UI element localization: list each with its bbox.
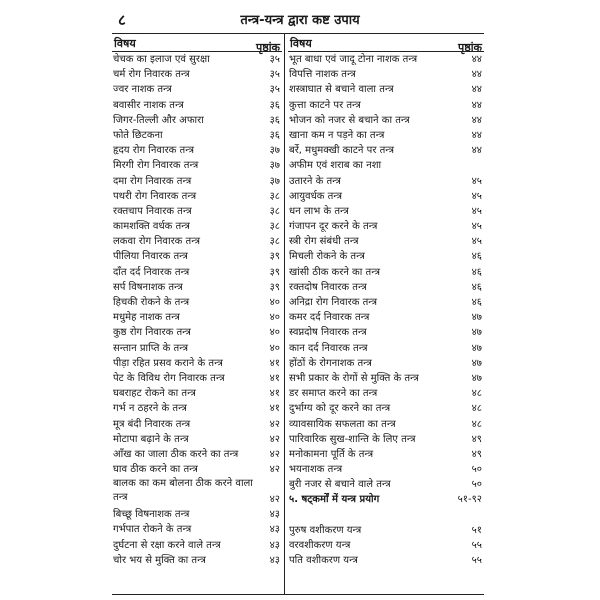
toc-entry (288, 341, 484, 356)
toc-entry-page: ४३ (269, 554, 280, 566)
toc-entry-page: ४४ (471, 84, 482, 96)
toc-entry-topic: पीड़ा रहित प्रसव कराने के तन्त्र (113, 357, 223, 369)
left-column-header (112, 34, 282, 52)
toc-entry-page: ३८ (269, 236, 280, 248)
toc-entry (112, 356, 282, 371)
toc-entry (112, 507, 282, 522)
toc-entry-topic: ५. षट्कर्मों में यन्त्र प्रयोग (289, 494, 380, 506)
toc-entry (112, 310, 282, 325)
toc-entry-page: ४७ (471, 327, 482, 339)
toc-entry-topic: सर्प विषनाशक तन्त्र (113, 281, 183, 293)
toc-entry (112, 295, 282, 310)
toc-entry-page: ३६ (269, 99, 280, 111)
toc-entry-page: ३८ (269, 205, 280, 217)
toc-entry-page: ४३ (269, 539, 280, 551)
toc-entry (112, 128, 282, 143)
toc-entry-topic: कमर दर्द निवारक तन्त्र (289, 312, 370, 324)
toc-entry-page: ५० (471, 464, 482, 476)
toc-entry-topic: हृदय रोग निवारक तन्त्र (113, 145, 194, 157)
toc-entry-topic: घाव ठीक करने का तन्त्र (113, 464, 198, 476)
toc-entry (288, 113, 484, 128)
toc-entry-topic: पुरुष वशीकरण यन्त्र (289, 524, 362, 536)
toc-entry-topic: बिच्छू विषनाशक तन्त्र (113, 509, 190, 521)
toc-entry-topic: पीलिया निवारक तन्त्र (113, 251, 188, 263)
toc-entry-page: ४९ (471, 433, 482, 445)
toc-entry (112, 98, 282, 113)
toc-entry (288, 325, 484, 340)
toc-entry (288, 249, 484, 264)
toc-entry-topic: पेट के विविध रोग निवारक तन्त्र (113, 372, 225, 384)
right-column-header (288, 34, 484, 52)
toc-entry-topic: रक्तचाप निवारक तन्त्र (113, 205, 192, 217)
page-title: तन्त्र-यन्त्र द्वारा कष्ट उपाय (240, 13, 360, 28)
toc-entry-page: ४१ (269, 403, 280, 415)
toc-entry-page: ३८ (269, 190, 280, 202)
toc-entry-topic: धन लाभ के तन्त्र (289, 205, 349, 217)
toc-entry (288, 417, 484, 432)
toc-entry-topic: कामशक्ति वर्धक तन्त्र (113, 221, 190, 233)
toc-entry (112, 522, 282, 537)
toc-entry-page: ५५ (471, 540, 482, 551)
toc-entry-page: ४० (269, 312, 280, 324)
toc-entry-page: ३५ (269, 84, 280, 96)
toc-entry-page: ४७ (471, 357, 482, 369)
column-divider (284, 34, 285, 594)
toc-entry (112, 401, 282, 416)
toc-entry-topic: आयुवर्धक तन्त्र (289, 190, 343, 202)
toc-entry-page: ३७ (269, 175, 280, 187)
toc-entry (288, 52, 484, 67)
toc-entry (288, 492, 484, 507)
toc-entry (112, 67, 282, 82)
toc-entry-topic: बर्रे, मधुमक्खी काटने पर तन्त्र (289, 145, 395, 157)
toc-entry-topic: हिचकी रोकने के तन्त्र (113, 297, 190, 308)
toc-entry-topic: चेचक का इलाज एवं सुरक्षा (113, 54, 210, 65)
toc-entry-page: ४७ (471, 342, 482, 354)
toc-entry-page: ४६ (471, 266, 482, 278)
toc-entry (288, 553, 484, 568)
toc-entry (112, 538, 282, 553)
toc-entry-page: ४१ (269, 357, 280, 369)
toc-entry-page: ४२ (269, 418, 280, 430)
page-number: ८ (118, 11, 126, 29)
toc-entry (112, 219, 282, 234)
toc-entry-page: ५० (471, 479, 482, 491)
toc-entry-page: ३७ (269, 160, 280, 172)
toc-entry (288, 523, 484, 538)
toc-entry-page: ४० (269, 297, 280, 308)
toc-entry (288, 538, 484, 553)
toc-entry-topic: वरवशीकरण यन्त्र (289, 540, 351, 551)
toc-entry-topic: फोते छिटकना (113, 129, 163, 141)
toc-entry-page: ४४ (471, 69, 482, 81)
toc-entry-topic: ज्वर नाशक तन्त्र (113, 84, 172, 96)
toc-entry-topic: बुरी नजर से बचाने वाले तन्त्र (289, 479, 391, 491)
toc-entry (112, 325, 282, 340)
toc-entry-topic: खाना कम न पड़ने का तन्त्र (289, 129, 385, 141)
toc-entry (288, 462, 484, 477)
toc-entry (288, 128, 484, 143)
toc-entry-topic: डर समाप्त करने का तन्त्र (289, 388, 378, 400)
toc-entry-topic: मधुमेह नाशक तन्त्र (113, 312, 180, 324)
toc-entry-topic: व्यावसायिक सफलता का तन्त्र (289, 418, 396, 430)
toc-entry-topic: घबराहट रोकने का तन्त्र (113, 388, 196, 400)
toc-entry-page: ४४ (471, 129, 482, 141)
right-column (288, 34, 484, 568)
toc-entry-page: ४१ (269, 388, 280, 400)
toc-entry (112, 386, 282, 401)
page-header: पृष्ठांक (457, 41, 482, 54)
toc-entry (288, 174, 484, 189)
toc-entry-topic: शस्त्राघात से बचाने वाला तन्त्र (289, 84, 394, 96)
toc-entry-page: ३९ (269, 251, 280, 263)
toc-entry-topic: भोजन को नजर से बचाने का तन्त्र (289, 114, 410, 126)
toc-entry-topic: कुष्ठ रोग निवारक तन्त्र (113, 327, 191, 339)
toc-entry-topic: दमा रोग निवारक तन्त्र (113, 175, 192, 187)
toc-entry-page: ४५ (471, 190, 482, 202)
toc-entry (288, 67, 484, 82)
toc-entry-page: ४८ (471, 403, 482, 415)
toc-entry-page: ५१-९२ (457, 494, 482, 506)
toc-entry (288, 219, 484, 234)
toc-entry-page: ३६ (269, 114, 280, 126)
toc-entry-topic: खांसी ठीक करने का तन्त्र (289, 266, 380, 278)
toc-entry (112, 462, 282, 477)
toc-entry (288, 143, 484, 158)
toc-entry (288, 204, 484, 219)
toc-entry-topic: स्वप्नदोष निवारक तन्त्र (289, 327, 367, 339)
toc-entry-topic: मिरगी रोग निवारक तन्त्र (113, 160, 199, 172)
toc-entry (112, 82, 282, 97)
toc-entry (112, 432, 282, 447)
toc-entry-topic: आँख का जाला ठीक करने का तन्त्र (113, 448, 239, 460)
toc-entry (288, 477, 484, 492)
toc-entry (112, 174, 282, 189)
toc-entry-topic: लकवा रोग निवारक तन्त्र (113, 236, 200, 248)
toc-entry (288, 280, 484, 295)
toc-entry (112, 553, 282, 568)
toc-entry (288, 265, 484, 280)
toc-entry-page: ४६ (471, 251, 482, 263)
toc-entry (112, 417, 282, 432)
toc-entry-page: ४६ (471, 297, 482, 308)
toc-entry-page: ४५ (471, 205, 482, 217)
toc-entry-topic: अफीम एवं शराब का नशा (289, 160, 382, 172)
toc-entry-topic: पथरी रोग निवारक तन्त्र (113, 190, 197, 202)
toc-entry (288, 401, 484, 416)
toc-entry-page: ४४ (471, 54, 482, 65)
toc-entry (112, 113, 282, 128)
toc-entry-page: ४१ (269, 372, 280, 384)
toc-entry-topic: मनोकामना पूर्ति के तन्त्र (289, 448, 374, 460)
toc-entry-topic: दाँत दर्द निवारक तन्त्र (113, 266, 190, 278)
toc-entry-page: ४८ (471, 388, 482, 400)
toc-entry (288, 295, 484, 310)
toc-entry (112, 477, 282, 507)
toc-entry (288, 432, 484, 447)
toc-entry-topic: गंजापन दूर करने के तन्त्र (289, 221, 378, 233)
toc-entry-page: ४२ (269, 433, 280, 445)
toc-entry-page: ४२ (269, 464, 280, 476)
toc-entry (112, 204, 282, 219)
toc-entry-page: ४४ (471, 99, 482, 111)
toc-entry-topic: गर्भ न ठहरने के तन्त्र (113, 403, 187, 415)
toc-entry (288, 371, 484, 386)
toc-entry-page: ५१ (471, 524, 482, 536)
left-column (112, 34, 282, 568)
page-header: पृष्ठांक (255, 41, 280, 54)
toc-entry-topic: कुत्ता काटने पर तन्त्र (289, 99, 361, 111)
toc-entry-topic: होंठों के रोगनाशक तन्त्र (289, 357, 372, 369)
topic-header: विषय (290, 37, 312, 50)
toc-entry-page: ४७ (471, 372, 482, 384)
toc-entry-topic: रक्तदोष निवारक तन्त्र (289, 281, 367, 293)
toc-entry-page: ४९ (471, 448, 482, 460)
toc-entry-page: ४७ (471, 312, 482, 324)
toc-entry-page: ४० (269, 327, 280, 339)
toc-entry-topic: सन्तान प्राप्ति के तन्त्र (113, 342, 189, 354)
toc-entry-topic: भूत बाधा एवं जादू टोना नाशक तन्त्र (289, 54, 418, 65)
toc-entry-topic: कान दर्द निवारक तन्त्र (289, 342, 368, 354)
toc-entry-topic: स्त्री रोग संबंधी तन्त्र (289, 236, 359, 248)
toc-entry (112, 371, 282, 386)
toc-entry-topic: अनिद्रा रोग निवारक तन्त्र (289, 297, 378, 308)
toc-entry (288, 98, 484, 113)
toc-entry (288, 234, 484, 249)
toc-entry-page: ४६ (471, 281, 482, 293)
toc-entry (112, 52, 282, 67)
toc-entry (112, 143, 282, 158)
toc-entry (112, 265, 282, 280)
toc-entry-page: ४८ (471, 418, 482, 430)
toc-entry-topic: दुर्घटना से रक्षा करने वाले तन्त्र (113, 539, 221, 551)
toc-entry-page: ४५ (471, 175, 482, 187)
toc-entry (112, 447, 282, 462)
toc-entry (288, 82, 484, 97)
toc-entry-page: ४२ (269, 448, 280, 460)
toc-entry-topic: चर्म रोग निवारक तन्त्र (113, 69, 190, 81)
toc-entry-topic: मोटापा बढ़ाने के तन्त्र (113, 433, 189, 445)
toc-entry-page: ४३ (269, 524, 280, 536)
toc-entry (112, 158, 282, 173)
toc-entry-page: ४५ (471, 236, 482, 248)
toc-entry-topic: जिगर-तिल्ली और अफारा (113, 114, 204, 126)
toc-entry-page: ४५ (471, 221, 482, 233)
toc-entry-topic: गर्भपात रोकने के तन्त्र (113, 524, 192, 536)
toc-entry-topic: मिचली रोकने के तन्त्र (289, 251, 365, 263)
toc-entry-page: ३६ (269, 129, 280, 141)
toc-entry-topic: भयनाशक तन्त्र (289, 464, 343, 476)
toc-entry-topic: बालक का कम बोलना ठीक करने वाला तन्त्र (113, 478, 253, 504)
toc-entry (112, 249, 282, 264)
toc-entry-topic: बवासीर नाशक तन्त्र (113, 99, 184, 111)
toc-entry-page: ३९ (269, 281, 280, 293)
toc-entry (112, 341, 282, 356)
toc-entry (288, 386, 484, 401)
toc-entry (112, 280, 282, 295)
topic-header: विषय (114, 37, 136, 50)
toc-entry-topic: पारिवारिक सुख-शान्ति के लिए तन्त्र (289, 433, 416, 445)
toc-entry-topic: पति वशीकरण यन्त्र (289, 555, 358, 567)
toc-entry-page: ३५ (269, 69, 280, 81)
toc-entry (288, 158, 484, 173)
toc-entry (288, 356, 484, 371)
toc-entry-page: ३५ (269, 54, 280, 65)
toc-entry (288, 447, 484, 462)
toc-entry (288, 189, 484, 204)
toc-entry (288, 508, 484, 523)
toc-entry-topic: विपत्ति नाशक तन्त्र (289, 69, 356, 81)
toc-entry-topic: मूत्र बंदी निवारक तन्त्र (113, 418, 191, 430)
toc-entry (112, 189, 282, 204)
toc-entry-page: ३९ (269, 266, 280, 278)
toc-entry (288, 310, 484, 325)
table-of-contents (112, 33, 484, 595)
toc-entry-topic: उतारने के तन्त्र (289, 175, 341, 187)
toc-entry-page: ३८ (269, 221, 280, 233)
toc-entry (112, 234, 282, 249)
toc-entry-page: ४३ (269, 509, 280, 521)
toc-entry-page: ४० (269, 342, 280, 354)
toc-entry-topic: दुर्भाग्य को दूर करने का तन्त्र (289, 403, 391, 415)
toc-entry-page: ४४ (471, 145, 482, 157)
toc-entry-page: ४४ (471, 114, 482, 126)
toc-entry-topic: सभी प्रकार के रोगों से मुक्ति के तन्त्र (289, 372, 419, 384)
toc-entry-topic: चोर भय से मुक्ति का तन्त्र (113, 554, 206, 566)
toc-entry-page: ५५ (471, 555, 482, 567)
toc-entry-page: ३७ (269, 145, 280, 157)
toc-entry-page: ४२ (269, 494, 280, 506)
